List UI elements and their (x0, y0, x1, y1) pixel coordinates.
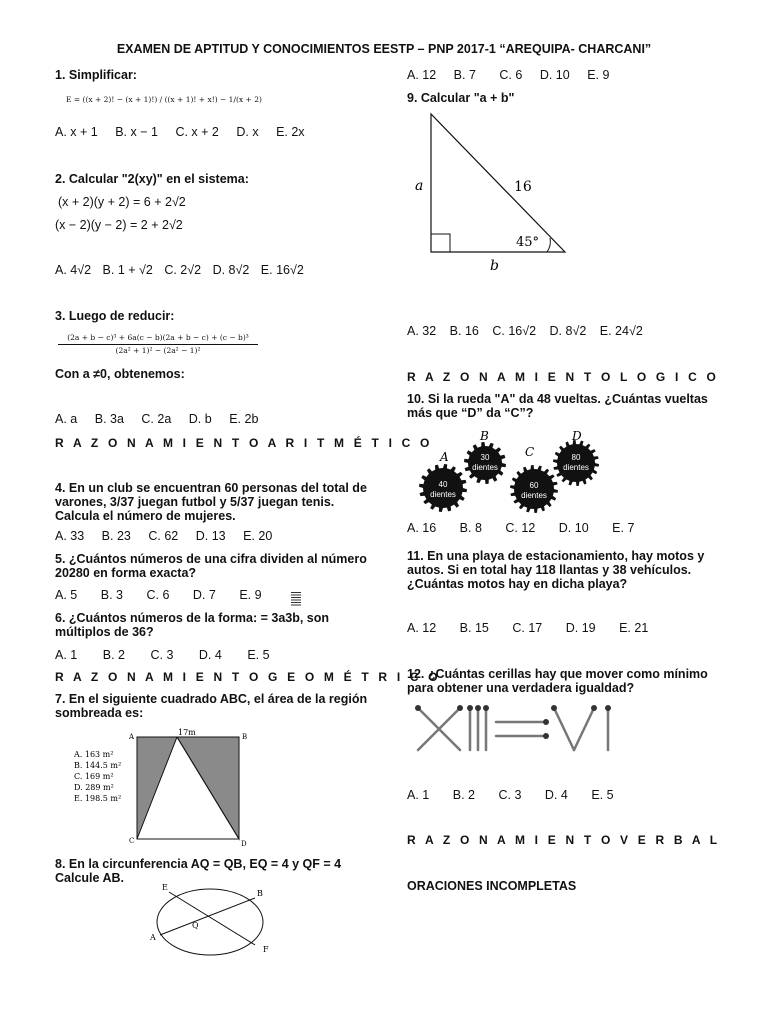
q9-label-angle: 45° (516, 235, 540, 250)
exam-title: EXAMEN DE APTITUD Y CONOCIMIENTOS EESTP – PNP 2017-1 “AREQUIPA- CHARCANI” (116, 42, 652, 56)
q7-option-d: D. 289 m² (74, 783, 114, 792)
q1-option-d[interactable]: D. x (236, 125, 259, 139)
q6-option-e[interactable]: E. 5 (247, 648, 270, 662)
q4-option-d[interactable]: D. 13 (195, 529, 226, 543)
q5-option-e[interactable]: E. 9 (239, 588, 262, 602)
q3-option-e[interactable]: E. 2b (229, 412, 259, 426)
q9-option-c[interactable]: C. 16√2 (492, 324, 537, 338)
q2-heading: 2. Calcular "2(xy)" en el sistema: (55, 172, 249, 186)
svg-text:60: 60 (529, 481, 539, 490)
q3-options (55, 412, 272, 426)
svg-text:30: 30 (480, 453, 490, 462)
q3-heading: 3. Luego de reducir: (55, 309, 175, 323)
svg-text:C: C (129, 837, 135, 845)
q12-option-d[interactable]: D. 4 (544, 788, 568, 802)
svg-text:80: 80 (571, 453, 581, 462)
q6-option-d[interactable]: D. 4 (198, 648, 222, 662)
oraciones-heading: ORACIONES INCOMPLETAS (407, 879, 577, 893)
q9-label-hyp: 16 (514, 179, 532, 195)
q4-option-e[interactable]: E. 20 (243, 529, 273, 543)
svg-text:D: D (241, 840, 247, 848)
q7-option-a: A. 163 m² (74, 750, 114, 759)
q9-heading: 9. Calcular "a + b" (407, 91, 515, 105)
q10-option-c[interactable]: C. 12 (505, 521, 536, 535)
svg-text:E: E (162, 883, 168, 892)
svg-text:40: 40 (438, 480, 448, 489)
q9-option-e[interactable]: E. 24√2 (599, 324, 643, 338)
q9-option-a[interactable]: A. 32 (407, 324, 437, 338)
section-aritmetico: R A Z O N A M I E N T O A R I T M É T I C O (55, 436, 433, 450)
q11-text: 11. En una playa de estacionamiento, hay motos y autos. Si en total hay 118 llantas y 38 vehículos. ¿Cuántas motos hay en dicha playa? (407, 549, 705, 591)
q12-options (407, 788, 628, 802)
q3-fraction-bar (58, 344, 258, 345)
q10-gears-figure (410, 425, 610, 515)
q3-condition: Con a ≠0, obtenemos: (55, 367, 185, 381)
q1-option-a[interactable]: A. x + 1 (55, 125, 98, 139)
q2-eq2: (x − 2)(y − 2) = 2 + 2√2 (55, 218, 183, 232)
q3-formula-den: (2a² + 1)² − (2a² − 1)² (115, 346, 201, 355)
q6-option-b[interactable]: B. 2 (102, 648, 125, 662)
q3-option-d[interactable]: D. b (188, 412, 212, 426)
q6-text: 6. ¿Cuántos números de la forma: = 3a3b, son múltiplos de 36? (55, 611, 330, 639)
q2-option-e[interactable]: E. 16√2 (260, 263, 304, 277)
q5-options (55, 588, 276, 602)
q8-text: 8. En la circunferencia AQ = QB, EQ = 4 y QF = 4 Calcule AB. (55, 857, 342, 885)
q2-option-d[interactable]: D. 8√2 (212, 263, 250, 277)
q6-options (55, 648, 284, 662)
q3-option-b[interactable]: B. 3a (94, 412, 124, 426)
q9-label-b: b (490, 258, 499, 274)
svg-text:D: D (572, 429, 582, 443)
q9-option-d[interactable]: D. 8√2 (549, 324, 587, 338)
q1-options (55, 125, 319, 139)
q12-option-e[interactable]: E. 5 (591, 788, 614, 802)
q7-side-label: 17m (178, 728, 196, 737)
svg-text:A: A (150, 933, 156, 942)
q8-option-d[interactable]: D. 10 (539, 68, 570, 82)
q11-options (407, 621, 662, 635)
q8-option-a[interactable]: A. 12 (407, 68, 437, 82)
q4-option-b[interactable]: B. 23 (101, 529, 131, 543)
q7-square-figure (60, 728, 275, 848)
q11-option-d[interactable]: D. 19 (565, 621, 596, 635)
q7-option-b: B. 144.5 m² (74, 761, 122, 770)
q10-option-d[interactable]: D. 10 (558, 521, 589, 535)
q8-options (407, 68, 623, 82)
q5-option-c[interactable]: C. 6 (146, 588, 170, 602)
q11-option-b[interactable]: B. 15 (459, 621, 489, 635)
q6-option-a[interactable]: A. 1 (55, 648, 78, 662)
svg-text:A: A (129, 733, 135, 741)
q1-formula: E = ((x + 2)! − (x + 1)!) / ((x + 1)! + x!) − 1/(x + 2) (66, 95, 262, 104)
q12-text: 12. ¿Cuántas cerillas hay que mover como mínimo para obtener una verdadera igualdad? (407, 667, 708, 695)
q11-option-e[interactable]: E. 21 (619, 621, 649, 635)
q4-option-c[interactable]: C. 62 (148, 529, 179, 543)
q7-option-c: C. 169 m² (74, 772, 114, 781)
q5-option-a[interactable]: A. 5 (55, 588, 78, 602)
svg-text:dientes: dientes (472, 463, 498, 472)
section-logico: R A Z O N A M I E N T O L O G I C O (407, 370, 720, 384)
q1-option-b[interactable]: B. x − 1 (115, 125, 158, 139)
svg-text:A: A (440, 450, 449, 464)
q5-option-b[interactable]: B. 3 (100, 588, 123, 602)
q2-option-b[interactable]: B. 1 + √2 (102, 263, 153, 277)
q10-options (407, 521, 648, 535)
q3-option-c[interactable]: C. 2a (141, 412, 172, 426)
q6-option-c[interactable]: C. 3 (150, 648, 174, 662)
svg-text:B: B (242, 733, 248, 741)
q2-option-c[interactable]: C. 2√2 (164, 263, 202, 277)
q11-option-c[interactable]: C. 17 (512, 621, 543, 635)
q12-matchsticks-figure (410, 700, 620, 760)
q4-option-a[interactable]: A. 33 (55, 529, 85, 543)
q4-text: 4. En un club se encuentran 60 personas del total de varones, 3/37 juegan futbol y 5/37 juegan tenis. Calcula el número de mujeres. (55, 481, 367, 523)
q8-circle-figure (145, 880, 275, 960)
q3-option-a[interactable]: A. a (55, 412, 78, 426)
q11-option-a[interactable]: A. 12 (407, 621, 437, 635)
svg-text:dientes: dientes (521, 491, 547, 500)
q10-option-b[interactable]: B. 8 (459, 521, 482, 535)
section-geometrico: R A Z O N A M I E N T O G E O M É T R I C O (55, 670, 441, 684)
section-verbal: R A Z O N A M I E N T O V E R B A L (407, 833, 721, 847)
q10-text: 10. Si la rueda "A" da 48 vueltas. ¿Cuántas vueltas más que “D” da “C”? (407, 392, 708, 420)
svg-text:F: F (263, 945, 269, 954)
q10-option-a[interactable]: A. 16 (407, 521, 437, 535)
svg-text:dientes: dientes (563, 463, 589, 472)
svg-text:B: B (480, 429, 489, 443)
svg-text:dientes: dientes (430, 490, 456, 499)
overline-mark-icon (291, 592, 301, 606)
q1-option-e[interactable]: E. 2x (276, 125, 305, 139)
q1-option-c[interactable]: C. x + 2 (175, 125, 219, 139)
q5-text: 5. ¿Cuántos números de una cifra dividen al número 20280 en forma exacta? (55, 552, 367, 580)
q3-formula-num: (2a + b − c)³ + 6a(c − b)(2a + b − c) + (c − b)³ (67, 333, 249, 342)
q9-triangle-figure (410, 110, 575, 275)
q9-label-a: a (415, 178, 424, 194)
q2-option-a[interactable]: A. 4√2 (55, 263, 92, 277)
q5-option-d[interactable]: D. 7 (192, 588, 216, 602)
q8-option-e[interactable]: E. 9 (587, 68, 610, 82)
q9-option-b[interactable]: B. 16 (449, 324, 479, 338)
q12-option-c[interactable]: C. 3 (498, 788, 522, 802)
q8-option-b[interactable]: B. 7 (453, 68, 476, 82)
svg-text:Q: Q (192, 921, 199, 930)
q2-eq1: (x + 2)(y + 2) = 6 + 2√2 (58, 195, 186, 209)
q7-option-e: E. 198.5 m² (74, 794, 122, 803)
q4-options (55, 529, 286, 543)
q7-text: 7. En el siguiente cuadrado ABC, el área de la región sombreada es: (55, 692, 368, 720)
q12-option-a[interactable]: A. 1 (407, 788, 430, 802)
q9-options (407, 324, 657, 338)
q2-options (55, 263, 318, 277)
svg-text:B: B (257, 889, 263, 898)
q10-option-e[interactable]: E. 7 (612, 521, 635, 535)
svg-text:C: C (525, 445, 535, 459)
q8-option-c[interactable]: C. 6 (499, 68, 523, 82)
q12-option-b[interactable]: B. 2 (452, 788, 475, 802)
q1-heading: 1. Simplificar: (55, 68, 137, 82)
